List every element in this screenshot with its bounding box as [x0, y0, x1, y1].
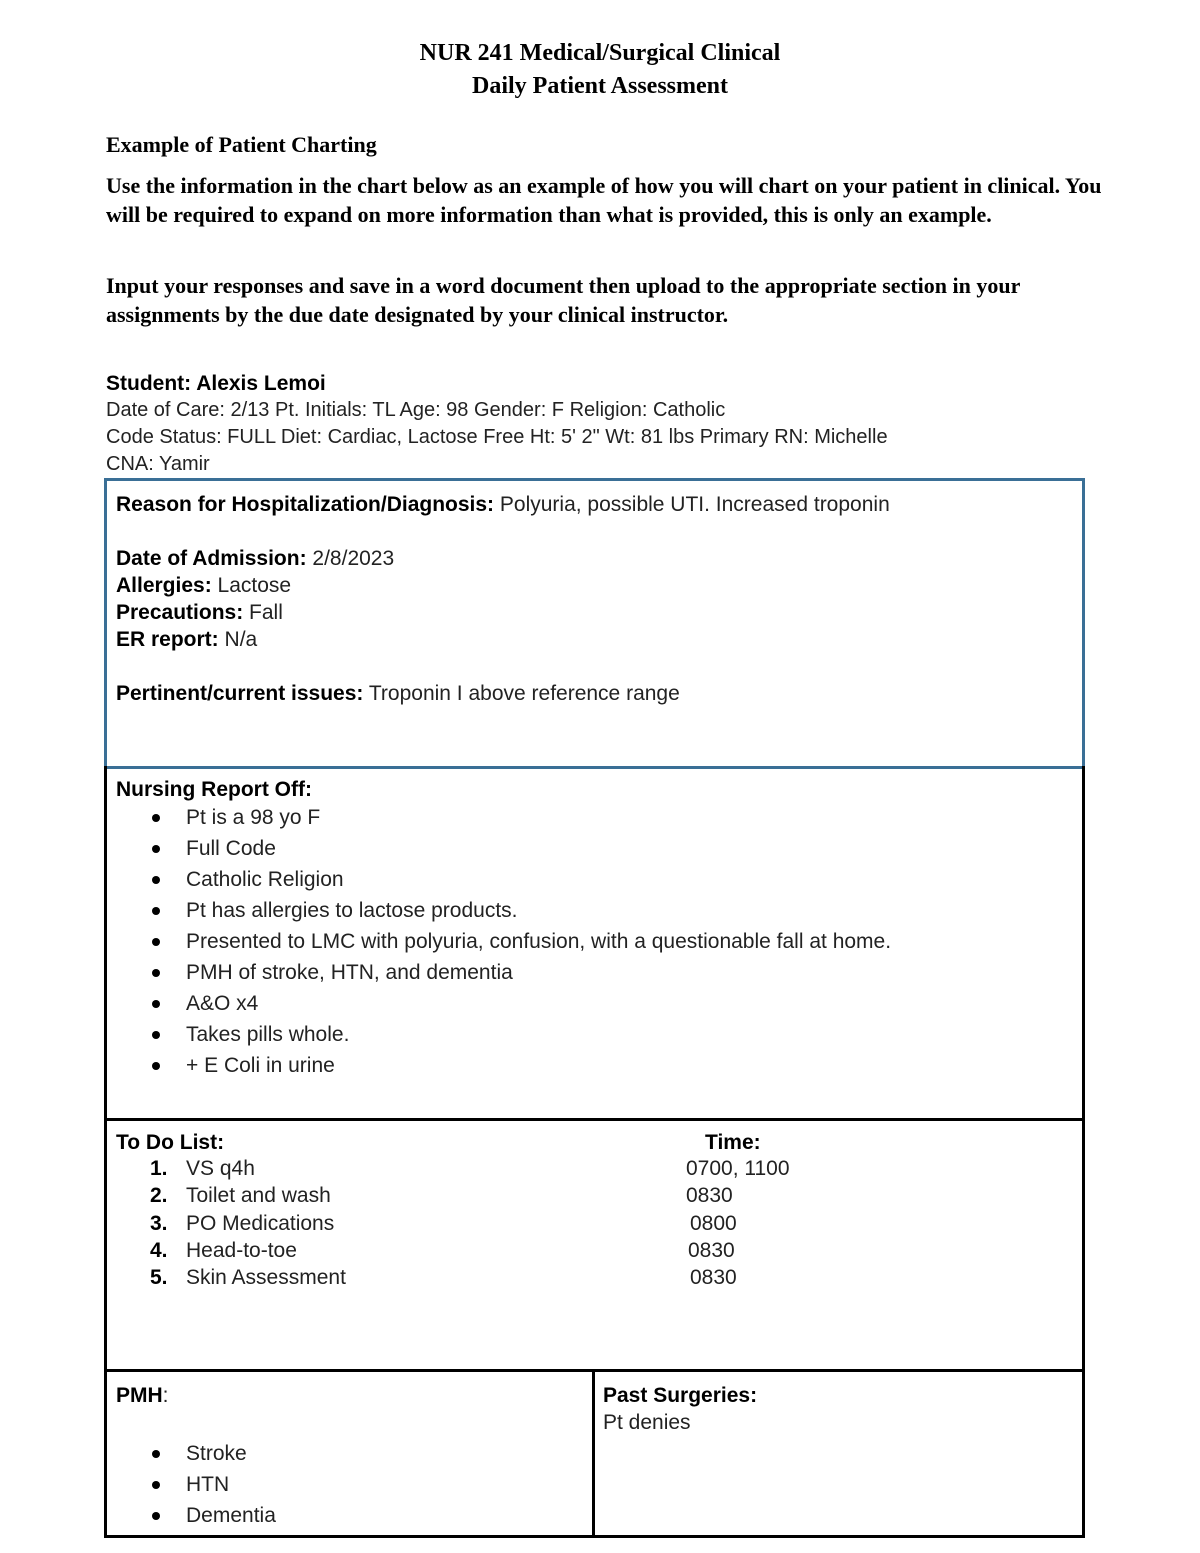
todo-task: Skin Assessment	[186, 1266, 346, 1290]
pmh-label: PMH	[116, 1384, 163, 1407]
time-label: Time:	[705, 1131, 761, 1154]
todo-label: To Do List:	[116, 1131, 225, 1154]
todo-number: 2.	[150, 1184, 168, 1208]
todo-time: 0700, 1100	[686, 1157, 790, 1180]
todo-number: 3.	[150, 1211, 168, 1235]
todo-section	[104, 1119, 1085, 1372]
pmh-heading	[116, 1382, 169, 1409]
patient-info-line-1: Date of Care: 2/13 Pt. Initials: TL Age: 98 Gender: F Religion: Catholic	[106, 399, 726, 421]
issues-value: Troponin I above reference range	[363, 682, 680, 705]
patient-info-line-3: CNA: Yamir	[106, 453, 210, 475]
todo-task: Head-to-toe	[186, 1238, 297, 1262]
instructions-paragraph-1: Use the information in the chart below as an example of how you will chart on your patient in clinical. You will be required to expand on more information than what is provided, this is only an example.	[106, 173, 1102, 227]
student-name: Student: Alexis Lemoi	[106, 372, 326, 395]
todo-number: 1.	[150, 1157, 168, 1180]
allergies-label: Allergies:	[116, 574, 212, 597]
list-item: PMH of stroke, HTN, and dementia	[116, 957, 891, 988]
admission-date-label: Date of Admission:	[116, 547, 307, 570]
admission-date-row	[116, 545, 394, 572]
todo-time: 0830	[688, 1239, 735, 1262]
allergies-value: Lactose	[211, 574, 292, 597]
nursing-report-label: Nursing Report Off:	[116, 778, 312, 801]
past-surgeries-label: Past Surgeries:	[603, 1384, 758, 1407]
list-item: Pt has allergies to lactose products.	[116, 895, 891, 926]
past-surgeries-section	[592, 1369, 1085, 1538]
patient-info-line-2: Code Status: FULL Diet: Cardiac, Lactose Free Ht: 5' 2" Wt: 81 lbs Primary RN: Michelle	[106, 426, 888, 448]
er-report-row	[116, 626, 257, 653]
todo-task: Toilet and wash	[186, 1184, 331, 1208]
reason-label: Reason for Hospitalization/Diagnosis:	[116, 493, 495, 516]
list-item: Pt is a 98 yo F	[116, 802, 891, 833]
precautions-value: Fall	[243, 601, 283, 624]
todo-item	[116, 1155, 596, 1182]
issues-row	[116, 680, 680, 707]
list-item: Presented to LMC with polyuria, confusion, with a questionable fall at home.	[116, 926, 891, 957]
admission-section	[104, 478, 1085, 769]
precautions-row	[116, 599, 283, 626]
todo-number: 5.	[150, 1266, 168, 1290]
er-report-label: ER report:	[116, 628, 219, 651]
list-item: Dementia	[116, 1500, 276, 1531]
admission-date-value: 2/8/2023	[306, 547, 395, 570]
precautions-label: Precautions:	[116, 601, 244, 624]
list-item: Stroke	[116, 1438, 276, 1469]
todo-item	[116, 1237, 596, 1264]
reason-value: Polyuria, possible UTI. Increased troponin	[494, 493, 890, 516]
list-item: Full Code	[116, 833, 891, 864]
todo-item	[116, 1182, 596, 1209]
list-item: + E Coli in urine	[116, 1050, 891, 1081]
todo-task: PO Medications	[186, 1211, 335, 1235]
document-subtitle: Daily Patient Assessment	[472, 73, 728, 99]
pmh-section	[104, 1369, 595, 1538]
allergies-row	[116, 572, 291, 599]
nursing-report-section	[104, 766, 1085, 1121]
todo-list	[116, 1155, 596, 1291]
todo-time: 0830	[690, 1266, 737, 1289]
todo-time: 0800	[690, 1211, 737, 1235]
example-heading: Example of Patient Charting	[106, 132, 377, 157]
list-item: Takes pills whole.	[116, 1019, 891, 1050]
todo-time: 0830	[686, 1184, 733, 1207]
past-surgeries-value: Pt denies	[603, 1411, 691, 1434]
er-report-value: N/a	[218, 628, 258, 651]
pmh-colon: :	[162, 1384, 169, 1407]
reason-row	[116, 491, 890, 518]
todo-number: 4.	[150, 1238, 168, 1262]
todo-item	[116, 1264, 596, 1291]
todo-task: VS q4h	[186, 1157, 255, 1180]
instructions-paragraph-2: Input your responses and save in a word document then upload to the appropriate section in your assignments by the due date designated by your clinical instructor.	[106, 273, 1020, 327]
issues-label: Pertinent/current issues:	[116, 682, 364, 705]
todo-item	[116, 1210, 596, 1237]
list-item: Catholic Religion	[116, 864, 891, 895]
list-item: A&O x4	[116, 988, 891, 1019]
pmh-list	[116, 1438, 276, 1531]
nursing-report-list	[116, 802, 891, 1081]
list-item: HTN	[116, 1469, 276, 1500]
document-title: NUR 241 Medical/Surgical Clinical	[419, 40, 781, 66]
